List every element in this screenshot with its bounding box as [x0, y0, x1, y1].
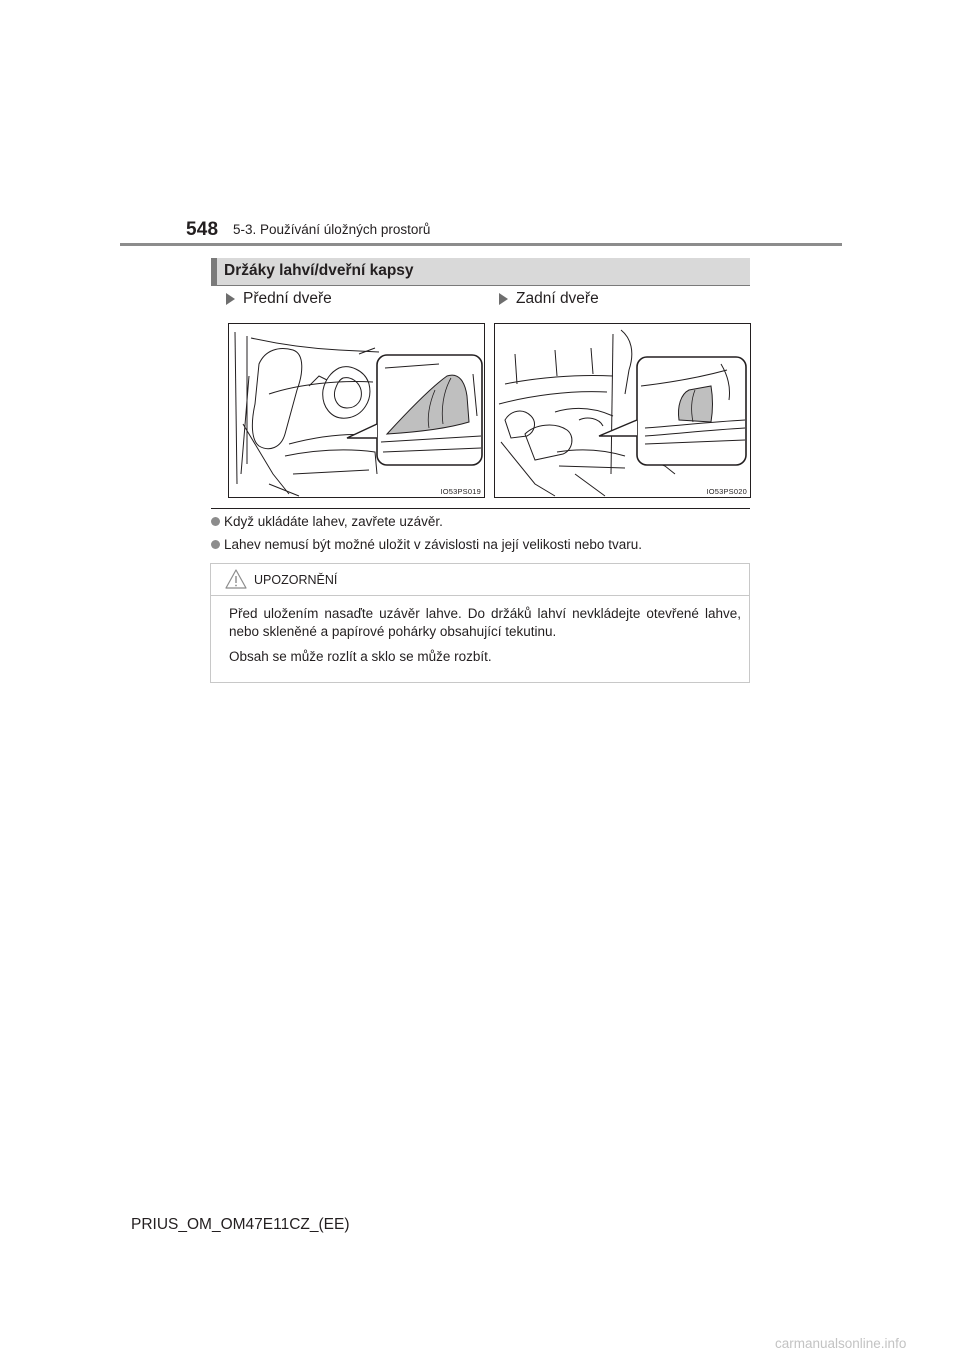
list-item-text: Lahev nemusí být možné uložit v závislosti na její velikosti nebo tvaru.: [224, 537, 642, 552]
warning-paragraph: Před uložením nasaďte uzávěr lahve. Do držáků lahví nevkládejte otevřené lahve, nebo skleněné a papírové pohárky obsahující tekutinu.: [229, 606, 741, 639]
warning-paragraph: Obsah se může rozlít a sklo se může rozbít.: [229, 649, 492, 664]
subheading-rear-label: Zadní dveře: [516, 290, 599, 307]
warning-triangle-icon: [224, 568, 248, 590]
section-heading: Držáky lahví/dveřní kapsy: [224, 262, 414, 279]
bullet-dot-icon: [211, 517, 220, 526]
warning-title: UPOZORNĚNÍ: [254, 573, 338, 587]
figure-divider-rule: [211, 508, 750, 509]
front-door-illustration: [228, 323, 485, 498]
list-item-text: Když ukládáte lahev, zavřete uzávěr.: [224, 514, 443, 529]
triangle-bullet-icon: [226, 293, 235, 305]
watermark-text: carmanualsonline.info: [775, 1336, 907, 1351]
heading-accent: [211, 258, 217, 285]
rear-door-drawing: [495, 324, 750, 497]
triangle-bullet-icon: [499, 293, 508, 305]
page-number: 548: [186, 219, 219, 240]
header-rule: [120, 243, 842, 246]
front-door-drawing: [229, 324, 484, 497]
warning-header: [211, 564, 749, 596]
section-title: 5-3. Používání úložných prostorů: [233, 222, 431, 237]
figure-code-rear: IO53PS020: [706, 487, 747, 496]
rear-door-illustration: [494, 323, 751, 498]
list-item: [211, 537, 642, 552]
list-item: [211, 514, 443, 529]
bullet-dot-icon: [211, 540, 220, 549]
warning-box: [210, 563, 750, 683]
subheading-front-doors: [226, 290, 332, 308]
section-heading-bar: [211, 258, 750, 286]
subheading-rear-doors: [499, 290, 599, 308]
subheading-front-label: Přední dveře: [243, 290, 332, 307]
document-code: PRIUS_OM_OM47E11CZ_(EE): [131, 1216, 350, 1233]
figure-code-front: IO53PS019: [440, 487, 481, 496]
